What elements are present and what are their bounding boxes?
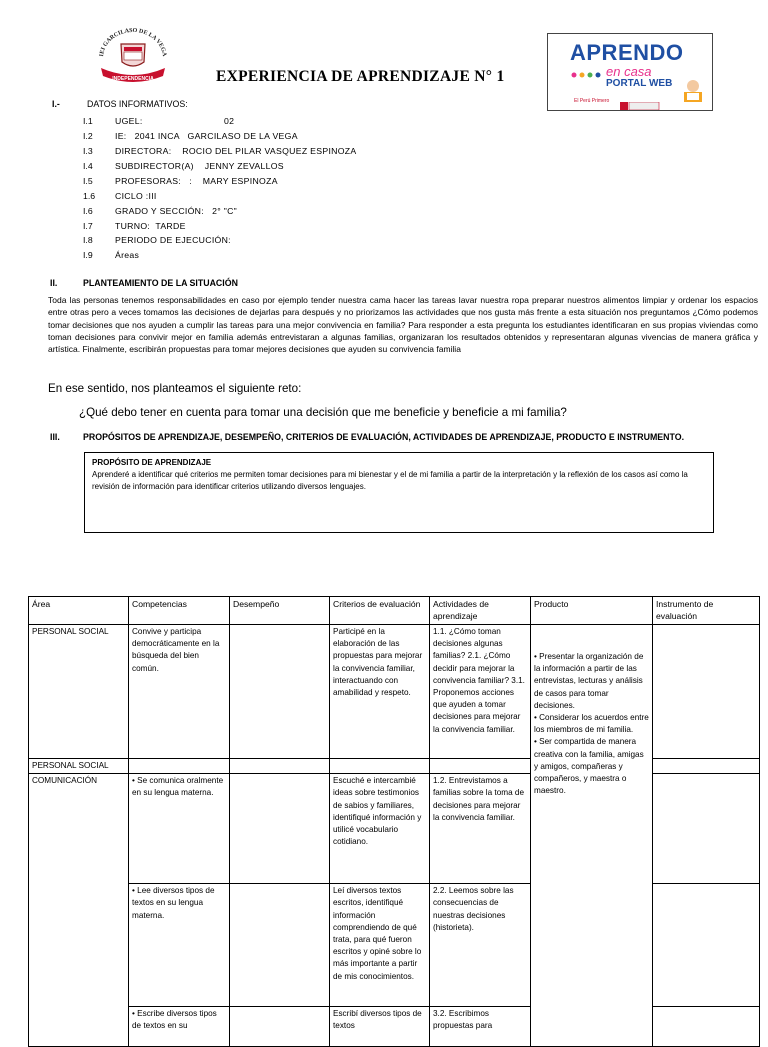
desempeno-cell	[230, 774, 330, 884]
section-title: PLANTEAMIENTO DE LA SITUACIÓN	[83, 278, 238, 288]
item-text: UGEL: 02	[115, 116, 235, 126]
banner-subtitle: en casa	[606, 64, 652, 79]
purpose-title: PROPÓSITO DE APRENDIZAJE	[92, 458, 212, 467]
item-number: I.5	[83, 176, 93, 186]
item-text: PERIODO DE EJECUCIÓN:	[115, 235, 231, 245]
instrumento-cell	[653, 884, 760, 1007]
learning-purpose-box	[84, 452, 714, 533]
header-producto: Producto	[531, 597, 653, 625]
svg-text:IEI GARCILASO DE LA VEGA: IEI GARCILASO DE LA VEGA	[99, 27, 168, 57]
table-row	[29, 625, 760, 759]
desempeno-cell	[230, 625, 330, 759]
section-number: I.-	[52, 99, 60, 109]
header-desempeno: Desempeño	[230, 597, 330, 625]
item-number: I.1	[83, 116, 93, 126]
desempeno-cell	[230, 884, 330, 1007]
banner-title: APRENDO	[570, 40, 684, 65]
header-area: Área	[29, 597, 129, 625]
ministry-logo-icon	[620, 97, 660, 105]
instrumento-cell	[653, 759, 760, 774]
item-text: CICLO :III	[115, 191, 157, 201]
colored-dots-icon	[570, 66, 604, 74]
actividad-cell: 1.2. Entrevistamos a familias sobre la toma de decisiones para mejorar la convivencia familiar.	[430, 774, 531, 884]
producto-text: • Presentar la organización de la información a partir de las entrevistas, lecturas y análisis de casos para tomar decisiones. • Considerar los acuerdos entre los miembros de mi familia. • Ser compartida de manera creativa con la familia, amigas y amigos, compañeras y compañeros, y maestra o maestro.	[534, 652, 649, 796]
competencia-cell: • Se comunica oralmente en su lengua materna.	[129, 774, 230, 884]
item-number: I.3	[83, 146, 93, 156]
item-text: GRADO Y SECCIÓN: 2° "C"	[115, 206, 238, 216]
competencia-cell: Convive y participa democráticamente en la búsqueda del bien común.	[129, 625, 230, 759]
document-title: EXPERIENCIA DE APRENDIZAJE N° 1	[216, 68, 505, 85]
instrumento-cell	[653, 774, 760, 884]
school-seal-logo	[93, 24, 173, 88]
instrumento-cell	[653, 625, 760, 759]
criterio-cell: Participé en la elaboración de las propuestas para mejorar la convivencia familiar, interactuando con amabilidad y respeto.	[330, 625, 430, 759]
desempeno-cell	[230, 1007, 330, 1047]
item-text: Áreas	[115, 250, 140, 260]
competencia-cell	[129, 759, 230, 774]
item-number: I.2	[83, 131, 93, 141]
item-text: IE: 2041 INCA GARCILASO DE LA VEGA	[115, 131, 298, 141]
item-number: I.8	[83, 235, 93, 245]
item-number: I.7	[83, 221, 93, 231]
criterio-cell: Leí diversos textos escritos, identifiqué información comprendiendo de qué trata, para qué fueron escritos y opiné sobre lo más importante a partir de mis conocimientos.	[330, 884, 430, 1007]
item-text: DIRECTORA: ROCIO DEL PILAR VASQUEZ ESPINOZA	[115, 146, 357, 156]
actividad-cell: 1.1. ¿Cómo toman decisiones algunas familias? 2.1. ¿Cómo decidir para mejorar la convivencia familiar? 3.1. Proponemos acciones que ayuden a tomar decisiones para mejorar la convivencia familiar.	[430, 625, 531, 759]
item-number: I.9	[83, 250, 93, 260]
actividad-cell: 3.2. Escribimos propuestas para	[430, 1007, 531, 1047]
actividad-cell	[430, 759, 531, 774]
criterio-cell: Escuché e intercambié ideas sobre testimonios de sabios y familiares, identifiqué información y utilicé vocabulario cotidiano.	[330, 774, 430, 884]
header-actividades: Actividades de aprendizaje	[430, 597, 531, 625]
aprendo-en-casa-banner	[547, 33, 713, 111]
area-cell: COMUNICACIÓN	[29, 774, 129, 1047]
area-cell: PERSONAL SOCIAL	[29, 759, 129, 774]
challenge-question: ¿Qué debo tener en cuenta para tomar una decisión que me beneficie y beneficie a mi familia?	[79, 406, 567, 419]
desempeno-cell	[230, 759, 330, 774]
item-number: I.4	[83, 161, 93, 171]
item-text: PROFESORAS: : MARY ESPINOZA	[115, 176, 278, 186]
banner-portal: PORTAL WEB	[606, 78, 673, 89]
producto-cell	[531, 625, 653, 1047]
challenge-intro: En ese sentido, nos planteamos el siguiente reto:	[48, 382, 302, 395]
table-header-row	[29, 597, 760, 625]
item-number: 1.6	[83, 191, 96, 201]
header-competencias: Competencias	[129, 597, 230, 625]
child-reading-icon	[680, 78, 706, 104]
item-text: TURNO: TARDE	[115, 221, 186, 231]
criterio-cell	[330, 759, 430, 774]
purpose-text: Aprenderé a identificar qué criterios me permiten tomar decisiones para mi bienestar y el de mi familia a partir de la interpretación y la reflexión de los casos así como la revisión de información para identificar criterios utilizando diversos lenguajes.	[92, 470, 688, 491]
competencia-cell: • Escribe diversos tipos de textos en su	[129, 1007, 230, 1047]
section-number: II.	[50, 278, 58, 288]
item-number: I.6	[83, 206, 93, 216]
svg-text:INDEPENDENCIA: INDEPENDENCIA	[112, 76, 154, 82]
ministry-footer: El Perú Primero	[574, 98, 610, 104]
area-cell: PERSONAL SOCIAL	[29, 625, 129, 759]
header-criterios: Criterios de evaluación	[330, 597, 430, 625]
criterio-cell: Escribí diversos tipos de textos	[330, 1007, 430, 1047]
planning-table	[28, 596, 760, 1047]
header-instrumento: Instrumento de evaluación	[653, 597, 760, 625]
section-title: PROPÓSITOS DE APRENDIZAJE, DESEMPEÑO, CRITERIOS DE EVALUACIÓN, ACTIVIDADES DE APRENDIZAJE, PRODUCTO E INSTRUMENTO.	[83, 432, 685, 442]
situation-paragraph: Toda las personas tenemos responsabilidades en caso por ejemplo tender nuestra cama hacer las tareas lavar nuestra ropa preparar nuestros alimentos limpiar y ordenar los espacios entre otras pero a veces tomamos las decisiones de dejarlas para después y no priorizamos las actividades que nos gusta más frente a esta situación nos preguntamos ¿Cómo podemos tomar decisiones que nos ayuden a cumplir las tareas para una mejor convivencia en familia? Para responder a esta pregunta los estudiantes identificaran en sus propias viviendas como toman decisiones para convivir mejor en familia además entrevistaran a algunas familias, organizaran los resultados obtenidos y representaran algunas vivencias de manera gráfica y artística. Finalmente, escribirán propuestas para tomar mejores decisiones que ayuden su convivencia familia	[48, 295, 758, 355]
instrumento-cell	[653, 1007, 760, 1047]
actividad-cell: 2.2. Leemos sobre las consecuencias de nuestras decisiones (historieta).	[430, 884, 531, 1007]
item-text: SUBDIRECTOR(A) JENNY ZEVALLOS	[115, 161, 284, 171]
section-number: III.	[50, 432, 60, 442]
section-title: DATOS INFORMATIVOS:	[87, 99, 188, 109]
competencia-cell: • Lee diversos tipos de textos en su lengua materna.	[129, 884, 230, 1007]
